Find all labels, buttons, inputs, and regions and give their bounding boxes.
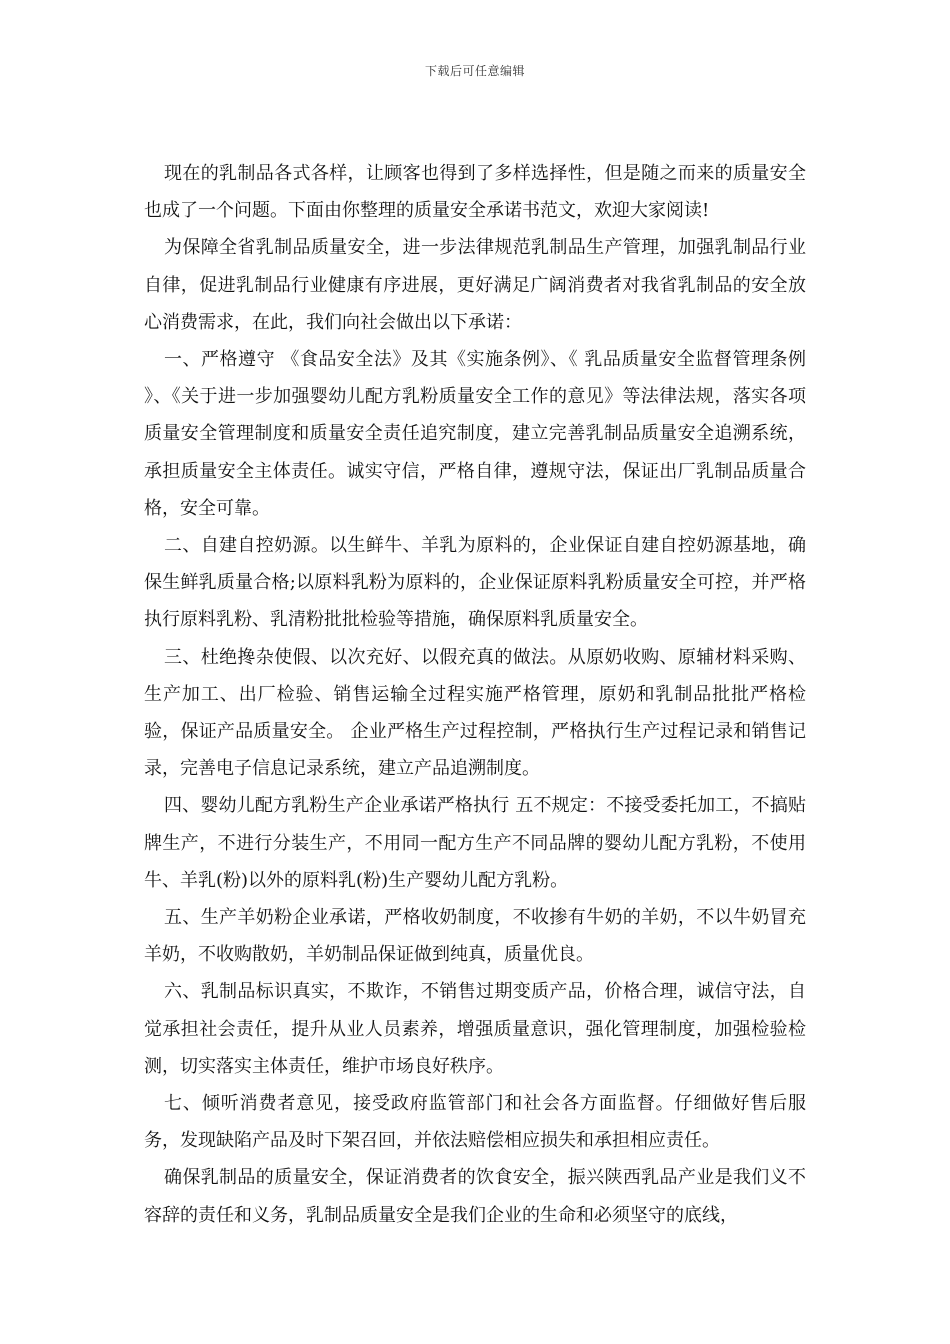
- paragraph-item-7: 七、倾听消费者意见，接受政府监管部门和社会各方面监督。仔细做好售后服务，发现缺陷产品及时下架召回，并依法赔偿相应损失和承担相应责任。: [144, 1093, 806, 1152]
- paragraph-item-1: 一、严格遵守 《食品安全法》及其《实施条例》、《 乳品质量安全监督管理条例 》、《关于进一步加强婴幼儿配方乳粉质量安全工作的意见》等法律法规，落实各项质量安全管理制度和质量安全责任追究制度，建立完善乳制品质量安全追溯系统，承担质量安全主体责任。诚实守信，严格自律，遵规守法，保证出厂乳制品质量合格，安全可靠。: [144, 349, 806, 519]
- page-header: 下载后可任意编辑: [424, 64, 525, 78]
- paragraph-item-5: 五、生产羊奶粉企业承诺，严格收奶制度，不收掺有牛奶的羊奶，不以牛奶冒充羊奶，不收购散奶，羊奶制品保证做到纯真，质量优良。: [144, 907, 806, 966]
- paragraph-preamble: 为保障全省乳制品质量安全，进一步法律规范乳制品生产管理，加强乳制品行业自律，促进乳制品行业健康有序进展，更好满足广阔消费者对我省乳制品的安全放心消费需求，在此，我们向社会做出以下承诺：: [144, 237, 806, 333]
- paragraph-closing: 确保乳制品的质量安全，保证消费者的饮食安全，振兴陕西乳品产业是我们义不容辞的责任和义务，乳制品质量安全是我们企业的生命和必须坚守的底线，: [144, 1167, 806, 1226]
- document-body: [144, 155, 806, 1234]
- paragraph-intro: 现在的乳制品各式各样，让顾客也得到了多样选择性，但是随之而来的质量安全也成了一个问题。下面由你整理的质量安全承诺书范文，欢迎大家阅读!: [144, 163, 806, 222]
- paragraph-item-3: 三、杜绝搀杂使假、以次充好、以假充真的做法。从原奶收购、原辅材料采购、生产加工、出厂检验、销售运输全过程实施严格管理，原奶和乳制品批批严格检验，保证产品质量安全。 企业严格生产过程控制，严格执行生产过程记录和销售记录，完善电子信息记录系统，建立产品追溯制度。: [144, 646, 806, 780]
- paragraph-item-4: 四、婴幼儿配方乳粉生产企业承诺严格执行 五不规定：不接受委托加工，不搞贴牌生产，不进行分装生产，不用同一配方生产不同品牌的婴幼儿配方乳粉，不使用牛、羊乳(粉)以外的原料乳(粉)生产婴幼儿配方乳粉。: [144, 795, 806, 891]
- paragraph-item-2: 二、自建自控奶源。以生鲜牛、羊乳为原料的，企业保证自建自控奶源基地，确保生鲜乳质量合格;以原料乳粉为原料的，企业保证原料乳粉质量安全可控，并严格执行原料乳粉、乳清粉批批检验等措施，确保原料乳质量安全。: [144, 535, 806, 631]
- paragraph-item-6: 六、乳制品标识真实，不欺诈，不销售过期变质产品，价格合理，诚信守法，自觉承担社会责任，提升从业人员素养，增强质量意识，强化管理制度，加强检验检测，切实落实主体责任，维护市场良好秩序。: [144, 981, 806, 1077]
